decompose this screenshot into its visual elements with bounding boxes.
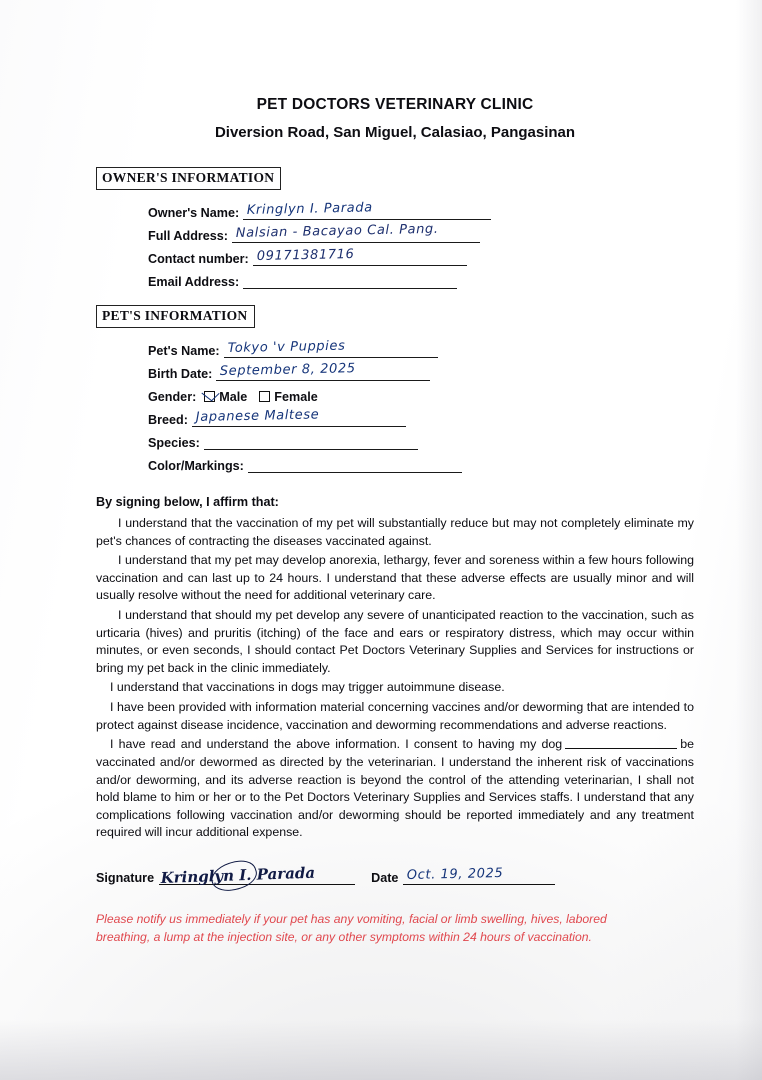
consent-text-part2: be vaccinated and/or dewormed as directed by the veterinarian. I understand the inherent risk of vaccinations and/or deworming, and its adverse reaction is beyond the control of the attending veterinarian, I shall not hold blame to him or her or to the Pet Doctors Veterinary Supplies and Services staffs. I understand that any complications following vaccination and/or deworming should be reported immediately and any treatment required will incur additional expense. [96,737,694,840]
color-markings-input[interactable] [248,457,462,473]
pet-information-title: PET'S INFORMATION [96,305,255,328]
field-label: Contact number: [148,252,249,266]
consent-text-part1: I have read and understand the above information. I consent to having my dog [110,737,563,752]
full-address-input[interactable] [232,221,480,243]
signature-input[interactable] [159,863,355,887]
owner-information-title: OWNER'S INFORMATION [96,167,281,190]
scan-shadow-right [736,0,762,1080]
field-color-markings [148,453,694,473]
gender-female-label: Female [274,390,318,404]
affirmation-paragraph-1: I understand that the vaccination of my pet will substantially reduce but may not completely eliminate my pet's chances of contracting the diseases vaccinated against. [96,516,694,548]
field-full-address [148,223,694,243]
scan-shadow-bottom [0,1020,762,1080]
clinic-name: PET DOCTORS VETERINARY CLINIC [256,96,534,113]
field-label: Email Address: [148,275,240,289]
affirmation-body [96,515,694,842]
gender-option-male[interactable] [202,390,247,404]
date-value: Oct. 19, 2025 [407,865,504,883]
owner-information-section [96,167,694,289]
contact-number-value: 09171381716 [256,246,355,264]
field-label: Full Address: [148,229,229,243]
field-label: Color/Markings: [148,459,244,473]
affirmation-paragraph-6 [96,736,694,842]
field-breed [148,407,694,427]
affirmation-paragraph-5: I have been provided with information material concerning vaccines and/or deworming that are intended to protect against disease incidence, vaccination and deworming recommendations and adverse reactions. [96,700,694,732]
field-pet-name [148,338,694,358]
breed-input[interactable] [192,407,406,427]
pet-information-section [96,305,694,473]
field-species [148,430,694,450]
affirmation-paragraph-2: I understand that my pet may develop anorexia, lethargy, fever and soreness within a few hours following vaccination and can last up to 24 hours. I understand that these adverse effects are usually minor and will usually resolve without the need for additional veterinary care. [96,553,694,603]
owner-fields [96,200,694,289]
species-input[interactable] [204,434,418,450]
birth-date-input[interactable] [216,361,430,381]
affirmation-paragraph-3: I understand that should my pet develop any severe of unanticipated reaction to the vaccination, such as urticaria (hives) and pruritis (itching) of the face and ears or respiratory distress, which may occur within minutes, or even seconds, I should contact Pet Doctors Veterinary Supplies and Services for instructions or bring my pet back in the clinic immediately. [96,608,694,675]
owner-name-input[interactable] [243,200,491,220]
gender-option-female[interactable] [257,390,317,404]
field-email-address [148,269,694,289]
pet-name-value: Tokyo 'v Puppies [227,338,346,356]
field-label: Birth Date: [148,367,213,381]
affirmation-heading: By signing below, I affirm that: [96,495,279,509]
full-address-value: Nalsian - Bacayao Cal. Pang. [235,221,439,241]
field-label: Pet's Name: [148,344,220,358]
owner-name-value: Kringlyn I. Parada [246,200,374,218]
checkbox-female-icon[interactable] [259,391,270,402]
email-address-input[interactable] [243,273,457,289]
pet-fields [96,338,694,473]
clinic-address: Diversion Road, San Miguel, Calasiao, Pangasinan [214,124,576,141]
field-label: Breed: [148,413,188,427]
field-gender [148,384,694,404]
date-label: Date [371,870,399,885]
document-content [96,96,694,946]
field-owner-name [148,200,694,220]
field-birth-date [148,361,694,381]
signature-label: Signature [96,870,155,885]
birth-date-value: September 8, 2025 [220,361,357,379]
warning-notice: Please notify us immediately if your pet has any vomiting, facial or limb swelling, hives, labored breathing, a lump at the injection site, or any other symptoms within 24 hours of vaccination. [96,911,607,944]
field-label: Owner's Name: [148,206,240,220]
signature-flourish [208,856,260,897]
field-contact-number [148,246,694,266]
date-input[interactable] [403,865,555,885]
contact-number-input[interactable] [253,246,467,266]
gender-label: Gender: [148,390,197,404]
signature-value: Kringlyn I. Parada [160,863,316,887]
pet-name-blank-field[interactable] [565,737,677,749]
affirmation-paragraph-4: I understand that vaccinations in dogs may trigger autoimmune disease. [110,680,505,695]
gender-male-label: Male [219,390,248,404]
signature-block [96,863,694,887]
checkbox-male-icon[interactable] [204,391,215,402]
field-label: Species: [148,436,200,450]
pet-name-input[interactable] [224,338,438,358]
breed-value: Japanese Maltese [195,407,320,425]
